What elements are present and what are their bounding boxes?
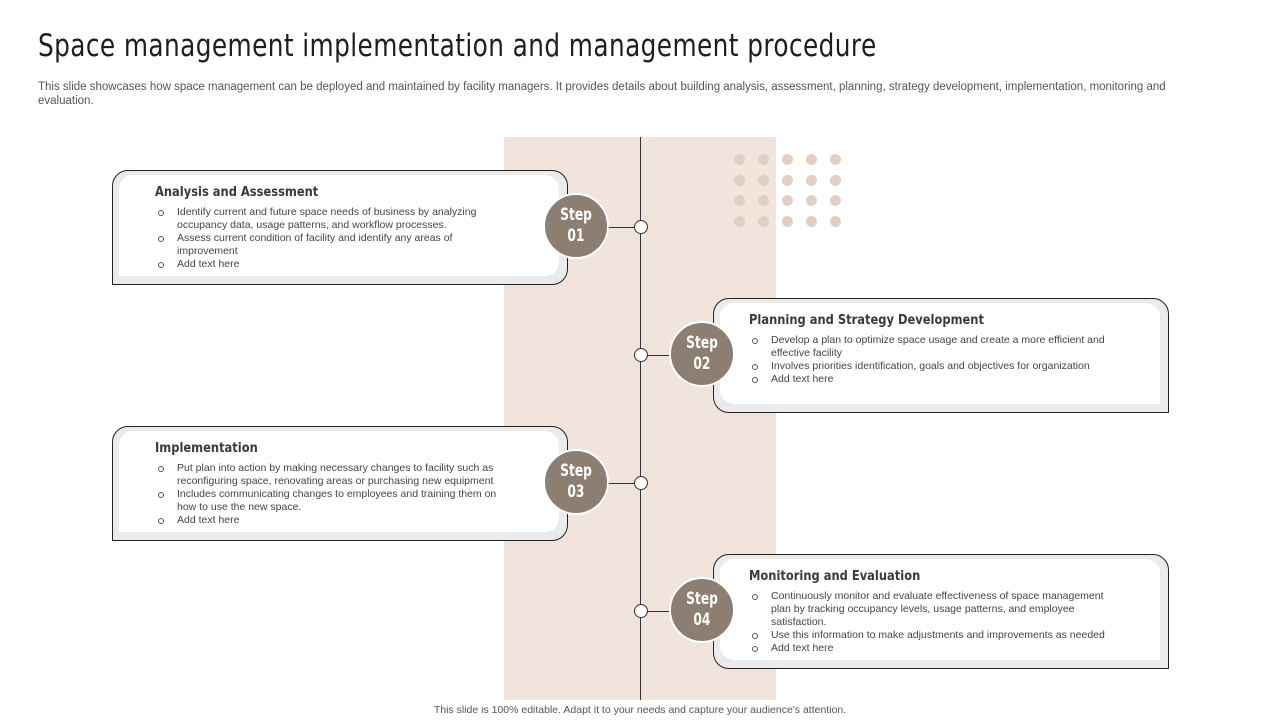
bullet: Add text here <box>155 258 515 271</box>
dot <box>806 154 817 165</box>
dot <box>830 175 841 186</box>
dot <box>734 216 745 227</box>
dot <box>758 154 769 165</box>
step-3-badge <box>543 449 609 515</box>
decorative-dot-grid <box>734 154 841 227</box>
step-3-node <box>634 476 648 490</box>
step-word: Step <box>686 333 718 353</box>
step-number: 02 <box>693 354 711 374</box>
step-2-card <box>713 298 1169 413</box>
step-1-badge <box>543 193 609 259</box>
step-2-badge <box>669 321 735 387</box>
step-2-bullets <box>749 334 1109 386</box>
step-4-title: Monitoring and Evaluation <box>749 568 921 584</box>
step-word: Step <box>560 461 592 481</box>
step-3-bullets <box>155 462 507 527</box>
dot <box>758 195 769 206</box>
step-4-badge <box>669 577 735 643</box>
bullet: Put plan into action by making necessary changes to facility such as reconfiguring space, renovating areas or purchasing new equipment <box>155 462 507 488</box>
step-2-node <box>634 348 648 362</box>
bullet: Includes communicating changes to employees and training them on how to use the new space. <box>155 488 507 514</box>
step-4-node <box>634 604 648 618</box>
step-2-title: Planning and Strategy Development <box>749 312 984 328</box>
dot <box>806 195 817 206</box>
step-1-node <box>634 220 648 234</box>
bullet: Involves priorities identification, goals and objectives for organization <box>749 360 1109 373</box>
step-4-card <box>713 554 1169 669</box>
step-word: Step <box>686 589 718 609</box>
step-1-bullets <box>155 206 515 271</box>
dot <box>758 216 769 227</box>
bullet: Add text here <box>749 373 1109 386</box>
step-number: 04 <box>693 610 711 630</box>
step-number: 03 <box>567 482 585 502</box>
step-number: 01 <box>567 226 585 246</box>
step-3-card <box>112 426 568 541</box>
bullet: Develop a plan to optimize space usage and create a more efficient and effective facility <box>749 334 1109 360</box>
dot <box>734 154 745 165</box>
dot <box>782 175 793 186</box>
dot <box>806 216 817 227</box>
dot <box>734 195 745 206</box>
dot <box>806 175 817 186</box>
bullet: Identify current and future space needs of business by analyzing occupancy data, usage patterns, and workflow processes. <box>155 206 515 232</box>
dot <box>758 175 769 186</box>
bullet: Add text here <box>749 642 1109 655</box>
dot <box>782 195 793 206</box>
bullet: Assess current condition of facility and identify any areas of improvement <box>155 232 515 258</box>
footer-note: This slide is 100% editable. Adapt it to your needs and capture your audience's attention. <box>433 704 847 716</box>
bullet: Add text here <box>155 514 507 527</box>
dot <box>782 154 793 165</box>
bullet: Use this information to make adjustments and improvements as needed <box>749 629 1109 642</box>
slide-subtitle: This slide showcases how space management can be deployed and maintained by facility managers. It provides details about building analysis, assessment, planning, strategy development, implementation, monitoring and evaluation. <box>38 81 1166 107</box>
dot <box>830 154 841 165</box>
step-word: Step <box>560 205 592 225</box>
step-3-title: Implementation <box>155 440 258 456</box>
dot <box>830 216 841 227</box>
dot <box>782 216 793 227</box>
slide-title: Space management implementation and management procedure <box>38 28 877 64</box>
dot <box>734 175 745 186</box>
step-4-bullets <box>749 590 1109 655</box>
bullet: Continuously monitor and evaluate effectiveness of space management plan by tracking occupancy levels, usage patterns, and employee satisfaction. <box>749 590 1109 629</box>
dot <box>830 195 841 206</box>
step-1-title: Analysis and Assessment <box>155 184 319 200</box>
step-1-card <box>112 170 568 285</box>
